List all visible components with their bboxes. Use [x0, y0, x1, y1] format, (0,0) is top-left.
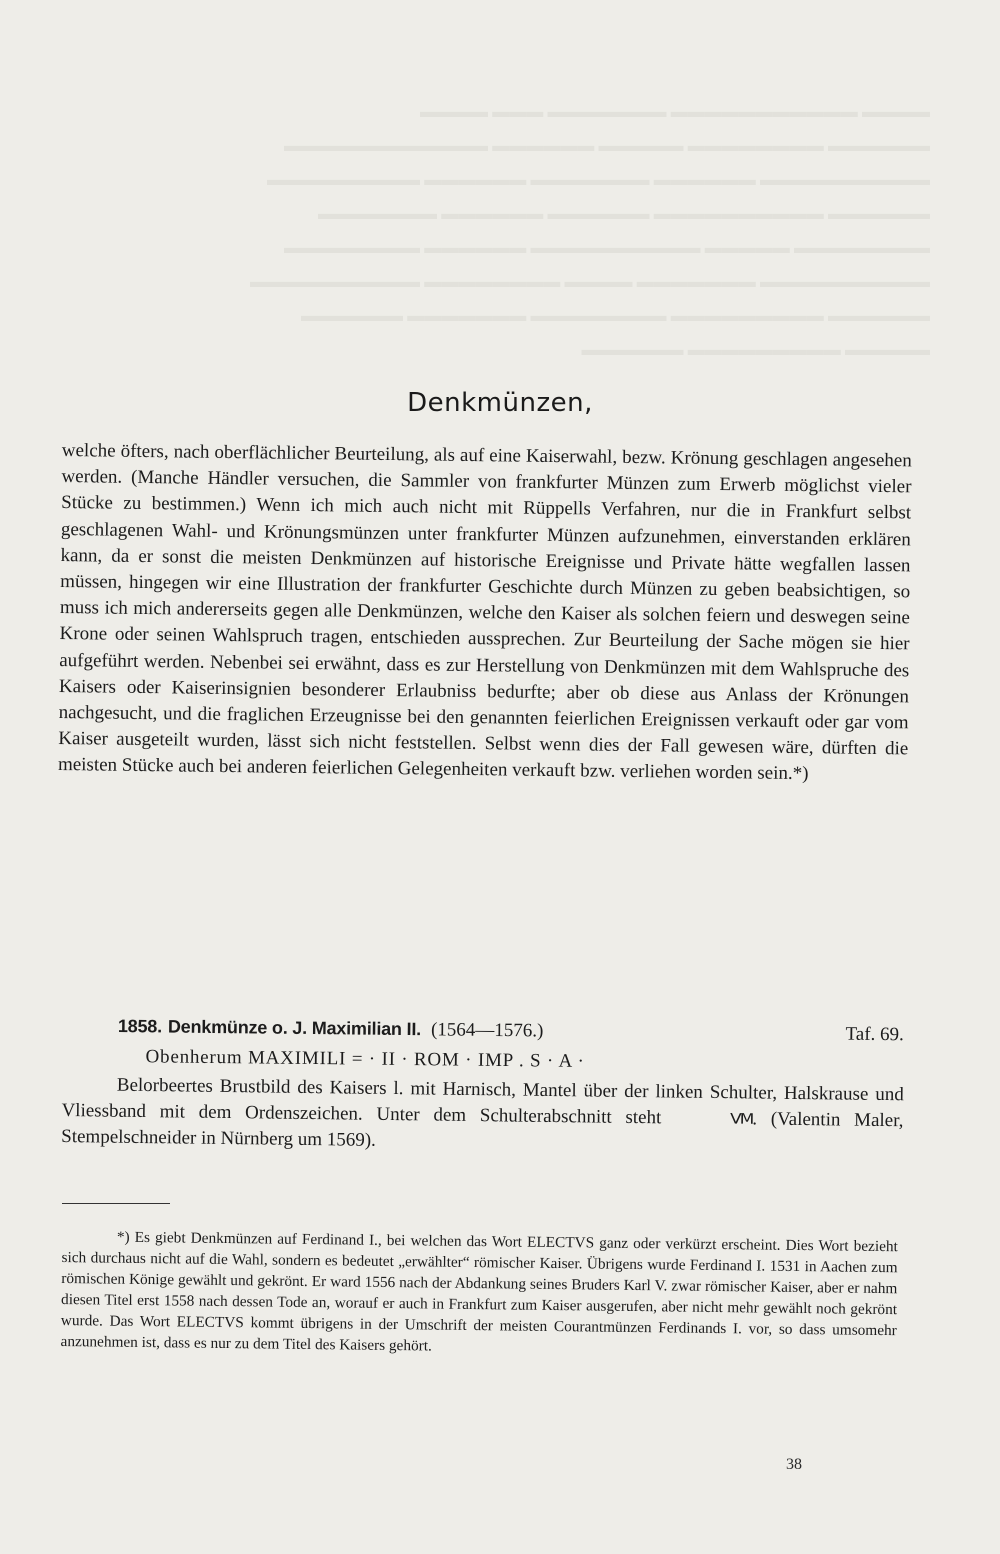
monogram-mark: VM	[729, 1110, 753, 1128]
catalog-entry	[117, 1016, 908, 1076]
entry-dates: (1564—1576.)	[430, 1019, 544, 1042]
footnote: *) Es giebt Denkmünzen auf Ferdinand I., bei welchen das Wort ELECTVS ganz oder verkürzt erscheint. Dies Wort bezieht sich durchaus nicht auf die Wahl, sondern es bedeutet „erwählter“ römischer Kaiser. Übrigens wurde Ferdinand I. 1531 in Aachen zum römischen Könige gewählt und gekrönt. Er ward 1556 nach der Abdankung seines Bruders Karl V. zwar römischer Kaiser, aber er nahm diesen Titel erst 1558 nach dessen Tode an, worauf er auch in Frankfurt zum Kaiser ausgerufen, aber nicht mehr gewählt noch gekrönt wurde. Das Wort ELECTVS kommt übrigens in der Umschrift der meisten Courantmünzen Ferdinands I. vor, so dass umsomehr anzunehmen ist, dass es nur zu dem Titel des Kaisers gehört.	[60, 1228, 898, 1355]
entry-description	[61, 1072, 904, 1160]
entry-number: 1858.	[117, 1016, 163, 1037]
page-number: 38	[786, 1456, 802, 1473]
entry-description-part2: . (Valentin Maler, Stempelschneider in Nürnberg um 1569).	[61, 1107, 904, 1151]
body-paragraph: welche öfters, nach oberflächlicher Beurteilung, als auf eine Kaiserwahl, bezw. Krönung geschlagen angesehen werden. (Manche Händler versuchen, die Sammler von frankfurter Münzen zum Erwerb möglichst vieler Stücke zu bestimmen.) Wenn ich mich auch nicht mit Rüppells Verfahren, nur die in Frankfurt selbst geschlagenen Wahl- und Krönungsmünzen unter frankfurter Münzen aufzunehmen, einverstanden erklären kann, da er sonst die meisten Denkmünzen auf historische Ereignisse und Private hätte wegfallen lassen müssen, hingegen wir eine Illustration der frankfurter Geschichte durch Münzen zu geben beabsichtigen, so muss ich mich andererseits gegen alle Denkmünzen, welche den Kaiser als solchen feiern und deswegen seine Krone oder seinen Wahlspruch tragen, entschieden aussprechen. Zur Beurteilung der Sache mögen sie hier aufgeführt werden. Nebenbei sei erwähnt, dass es zur Herstellung von Denkmünzen mit dem Wahlspruche des Kaisers oder Kaiserinsignien besonderer Erlaubniss bedurfte; aber ob diese aus Anlass der Krönungen nachgesucht, und die fraglichen Erzeugnisse bei den genannten feierlichen Ereignissen verkauft oder gar vom Kaiser ausgeteilt wurden, lässt sich nicht feststellen. Selbst wenn dies der Fall gewesen wäre, dürften die meisten Stücke auch bei anderen feierlichen Gelegenheiten verkauft bzw. verliehen worden sein.*)	[57, 439, 912, 785]
entry-title: Denkmünze o. J. Maximilian II.	[167, 1016, 422, 1040]
entry-header	[118, 1016, 908, 1046]
entry-description-part1: Belorbeertes Brustbild des Kaisers l. mit Harnisch, Mantel über der linken Schulter, Halskrause und Vliessband mit dem Ordenszeichen. Unter dem Schulterabschnitt steht	[61, 1074, 904, 1128]
footnote-rule	[62, 1203, 170, 1204]
entry-plate: Taf. 69.	[845, 1023, 904, 1046]
show-through-texture: ▬▬▬▬ ▬▬▬▬▬▬▬▬▬▬▬ ▬▬▬▬▬▬▬ ▬▬▬ ▬▬▬▬ ▬▬▬▬▬▬ ▬▬▬▬▬▬▬▬ ▬▬▬▬▬ ▬▬▬▬▬▬ ▬▬▬▬▬▬▬▬▬▬▬▬ ▬▬▬▬▬▬▬▬▬▬ ▬▬▬▬▬▬ ▬▬▬▬▬▬▬ ▬▬▬▬▬▬ ▬▬▬▬▬▬▬▬▬ ▬▬▬▬▬▬ ▬▬▬▬▬▬▬▬▬▬ ▬▬▬▬▬▬ ▬▬▬▬▬▬ ▬▬▬▬▬▬▬ ▬▬▬▬▬▬▬▬ ▬▬▬▬▬ ▬▬▬▬▬▬▬▬▬▬ ▬▬▬▬▬▬ ▬▬▬▬▬▬▬▬ ▬▬▬▬▬▬▬▬▬▬ ▬▬▬▬▬▬▬ ▬▬▬▬ ▬▬▬▬▬▬▬▬ ▬▬▬▬▬▬▬▬▬▬ ▬▬▬▬▬▬ ▬▬▬▬▬▬▬▬▬ ▬▬▬▬▬▬▬▬ ▬▬▬▬▬▬▬ ▬▬▬▬▬▬ ▬▬▬▬▬ ▬▬▬▬▬▬▬▬▬ ▬▬▬▬▬▬	[250, 102, 930, 359]
entry-legend: Obenherum MAXIMILI = · II · ROM · IMP . S · A ·	[145, 1046, 585, 1072]
page-heading: Denkmünzen,	[407, 388, 593, 418]
